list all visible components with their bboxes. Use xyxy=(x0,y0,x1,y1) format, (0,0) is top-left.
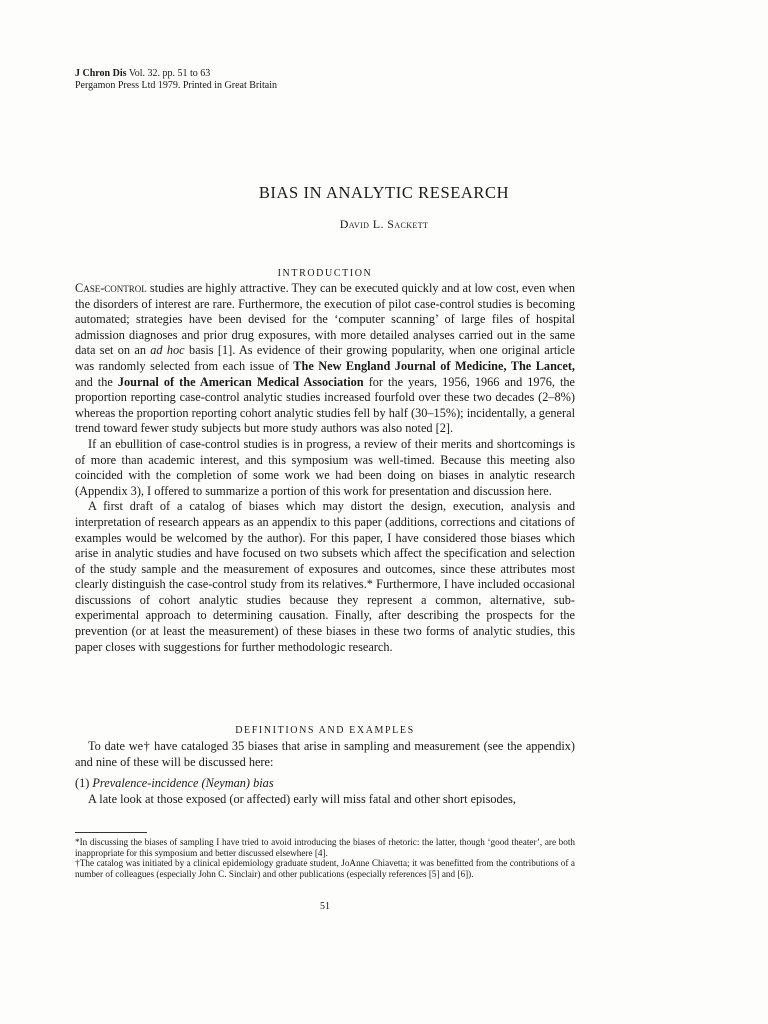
footnote-1: *In discussing the biases of sampling I have tried to avoid introducing the biases of rhetoric: the latter, though ‘good theater’, are both inappropriate for this symposium and better discussed elsewhere [4]. xyxy=(75,837,575,858)
definitions-heading: DEFINITIONS AND EXAMPLES xyxy=(235,725,415,736)
article-author: David L. Sackett xyxy=(339,217,429,231)
article-title: BIAS IN ANALYTIC RESEARCH xyxy=(258,183,510,202)
volume-pages: Vol. 32. pp. 51 to 63 xyxy=(126,68,211,79)
citation-line xyxy=(75,68,277,80)
definitions-paragraph-1: To date we† have cataloged 35 biases that arise in sampling and measurement (see the appendix) and nine of these will be discussed here: xyxy=(75,739,575,769)
bias-item-title: Prevalence-incidence (Neyman) bias xyxy=(92,776,274,791)
footnote-divider xyxy=(75,832,147,833)
journal-names: The New England Journal of Medicine, The Lancet, xyxy=(293,358,575,373)
bias-item-heading xyxy=(75,776,575,792)
bias-item-number: (1) xyxy=(75,776,93,791)
text-run: and the xyxy=(75,374,118,389)
text-run: for the years, 1956, 1966 and 1976, the proportion reporting case-control analytic studies increased fourfold over these two decades (2–8%) whereas the proportion reporting cohort analytic studies fell by half (30–15%); incidentally, a general trend toward fewer study subjects but more study authors was also noted [2]. xyxy=(75,374,575,436)
lead-in: Case-control xyxy=(75,281,147,295)
footnotes xyxy=(75,837,575,879)
text-run: basis [1]. As evidence of their growing popularity, when one original article was randomly selected from each issue of xyxy=(75,343,575,373)
intro-paragraph-3: A first draft of a catalog of biases which may distort the design, execution, analysis and interpretation of research appears as an appendix to this paper (additions, corrections and citations of examples would be welcomed by the author). For this paper, I have considered those biases which arise in analytic studies and have focused on two subsets which affect the specification and selection of the study sample and the measurement of exposures and outcomes, since these attributes most clearly distinguish the case-control study from its relatives.* Furthermore, I have included occasional discussions of cohort analytic studies because they represent a common, alternative, sub-experimental approach to determining causation. Finally, after describing the prospects for the prevention (or at least the measurement) of these biases in these two forms of analytic studies, this paper closes with suggestions for further methodologic research. xyxy=(75,499,575,654)
definitions-paragraph-2: A late look at those exposed (or affected) early will miss fatal and other short episodes, xyxy=(88,791,516,806)
journal-header xyxy=(75,68,277,92)
journal-name: Journal of the American Medical Association xyxy=(117,374,364,389)
intro-paragraph-2: If an ebullition of case-control studies is in progress, a review of their merits and shortcomings is of more than academic interest, and this symposium was well-timed. Because this meeting also coincided with the completion of some work we had been doing on biases in analytic research (Appendix 3), I offered to summarize a portion of this work for presentation and discussion here. xyxy=(75,436,575,498)
introduction-heading: INTRODUCTION xyxy=(277,268,373,279)
publisher-line: Pergamon Press Ltd 1979. Printed in Great Britain xyxy=(75,80,278,91)
journal-abbrev: J Chron Dis xyxy=(75,68,127,79)
intro-paragraph-1 xyxy=(75,281,575,437)
footnote-2: †The catalog was initiated by a clinical epidemiology graduate student, JoAnne Chiavetta; it was benefitted from the contributions of a number of colleagues (especially John C. Sinclair) and other publications (especially references [5] and [6]). xyxy=(75,858,575,879)
definitions-body xyxy=(75,739,575,807)
introduction-body xyxy=(75,281,575,655)
text-run: studies are highly attractive. They can be executed quickly and at low cost, even when the disorders of interest are rare. Furthermore, the execution of pilot case-control studies is becoming automated; strategies have been devised for the ‘computer scanning’ of large files of hospital admission diagnoses and prior drug exposures, with more detailed analyses carried out in the same data set on an xyxy=(75,281,575,358)
page-number: 51 xyxy=(320,901,330,912)
italic-term: ad hoc xyxy=(150,343,185,358)
